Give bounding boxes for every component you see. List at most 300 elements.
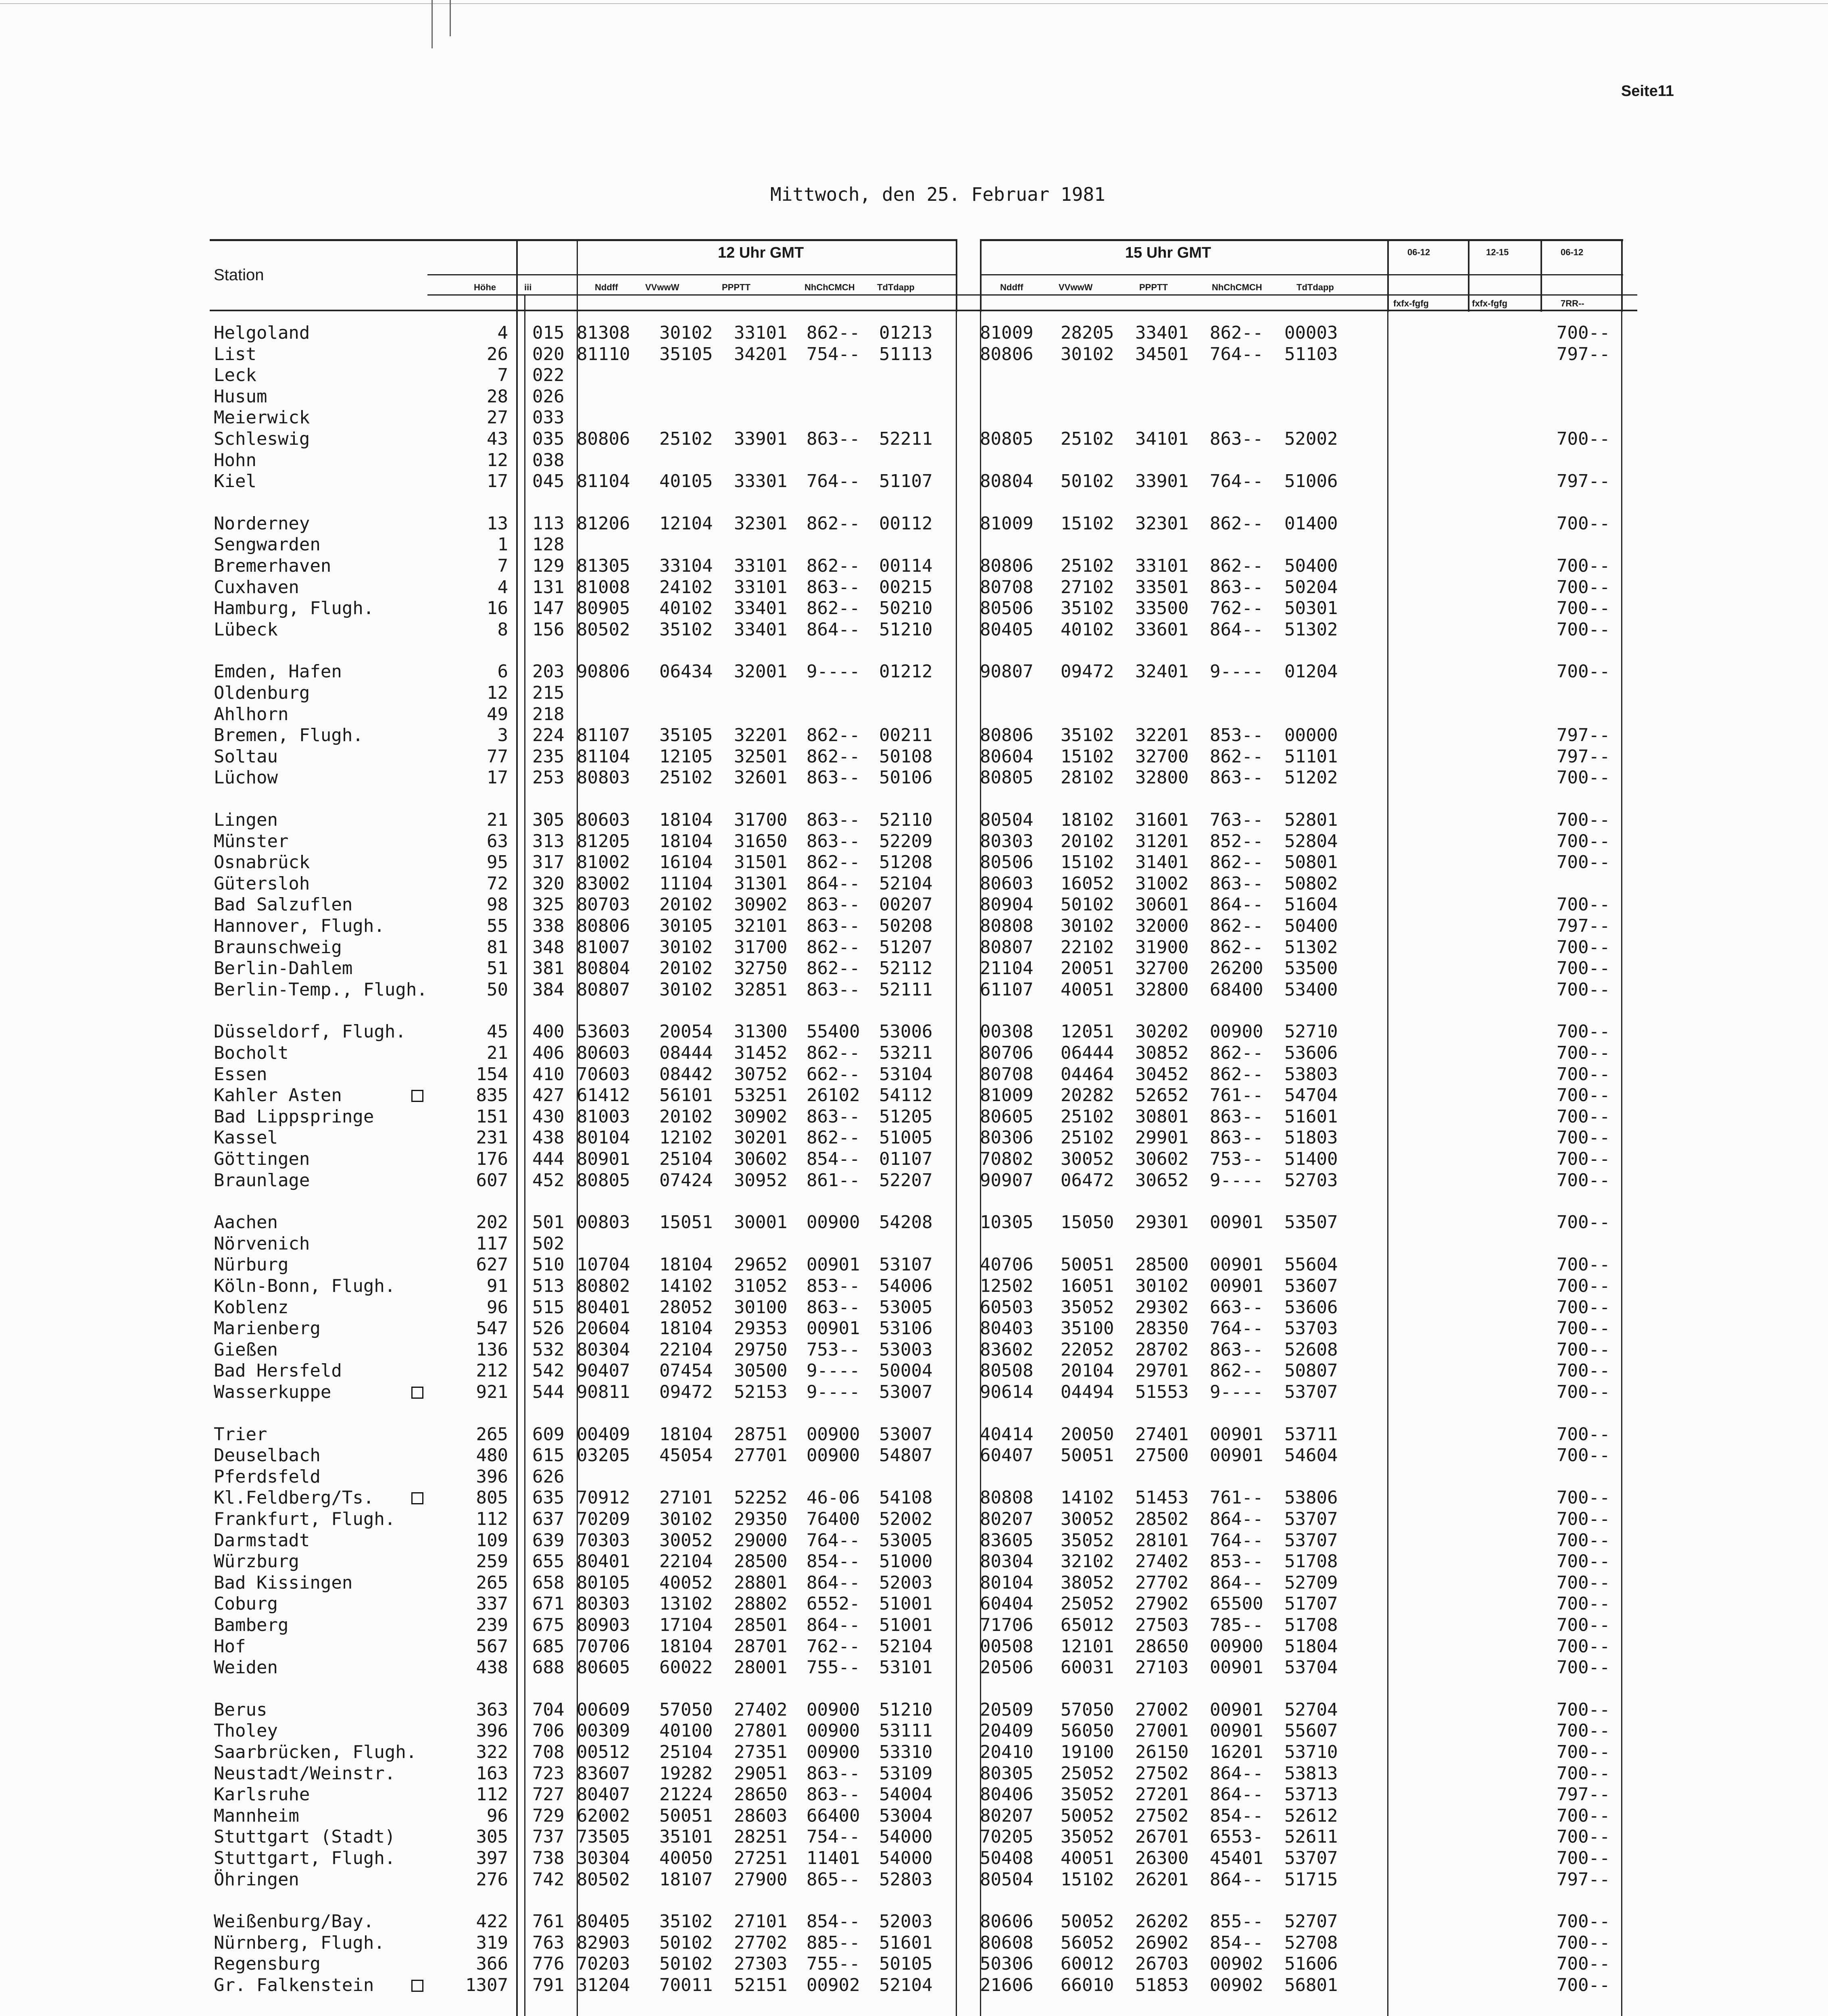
table-cell: 51001 bbox=[879, 1593, 933, 1614]
station-name: Cuxhaven bbox=[214, 577, 299, 598]
table-cell: 26300 bbox=[1135, 1848, 1189, 1868]
header-vline bbox=[1621, 239, 1623, 312]
table-cell: 20102 bbox=[659, 958, 713, 979]
table-cell: 22104 bbox=[659, 1551, 713, 1572]
table-cell: 700-- bbox=[1557, 1339, 1610, 1360]
station-name: Öhringen bbox=[214, 1869, 299, 1890]
table-cell: 862-- bbox=[807, 513, 860, 534]
table-cell: 700-- bbox=[1557, 1149, 1610, 1169]
station-name: Berlin-Dahlem bbox=[214, 958, 353, 979]
table-cell: 54604 bbox=[1284, 1445, 1338, 1466]
table-cell: 80504 bbox=[980, 810, 1034, 830]
table-cell: 52211 bbox=[879, 429, 933, 449]
table-cell: 761 bbox=[532, 1911, 565, 1932]
table-cell: 12105 bbox=[659, 746, 713, 767]
station-name: Darmstadt bbox=[214, 1530, 310, 1551]
table-cell: 51302 bbox=[1284, 619, 1338, 640]
table-cell: 700-- bbox=[1557, 1487, 1610, 1508]
table-cell: 700-- bbox=[1557, 1106, 1610, 1127]
table-cell: 18107 bbox=[659, 1869, 713, 1890]
table-cell: 33104 bbox=[659, 556, 713, 576]
table-cell: 55400 bbox=[807, 1021, 860, 1042]
table-cell: 6552- bbox=[807, 1593, 860, 1614]
table-cell: 410 bbox=[532, 1064, 565, 1085]
table-cell: 53707 bbox=[1284, 1848, 1338, 1868]
table-cell: 00901 bbox=[1210, 1699, 1263, 1720]
table-cell: 700-- bbox=[1557, 1615, 1610, 1635]
table-cell: 80805 bbox=[980, 767, 1034, 788]
table-cell: 57050 bbox=[659, 1699, 713, 1720]
station-hoehe: 112 bbox=[476, 1784, 508, 1805]
station-name: Ahlhorn bbox=[214, 704, 289, 725]
table-cell: 00508 bbox=[980, 1636, 1034, 1657]
table-cell: 27102 bbox=[1061, 577, 1114, 598]
table-cell: 203 bbox=[532, 661, 565, 682]
table-cell: 18104 bbox=[659, 831, 713, 852]
table-cell: 022 bbox=[532, 365, 565, 386]
station-hoehe: 154 bbox=[476, 1064, 508, 1085]
table-cell: 863-- bbox=[1210, 1127, 1263, 1148]
table-cell: 22104 bbox=[659, 1339, 713, 1360]
station-hoehe: 17 bbox=[487, 471, 508, 492]
table-cell: 700-- bbox=[1557, 1911, 1610, 1932]
table-cell: 80905 bbox=[577, 598, 630, 619]
table-cell: 00409 bbox=[577, 1424, 630, 1445]
table-cell: 29301 bbox=[1135, 1212, 1189, 1233]
table-cell: 80608 bbox=[980, 1932, 1034, 1953]
table-cell: 52003 bbox=[879, 1572, 933, 1593]
table-cell: 25104 bbox=[659, 1742, 713, 1762]
table-cell: 81308 bbox=[577, 323, 630, 343]
table-cell: 864-- bbox=[807, 1572, 860, 1593]
table-cell: 27502 bbox=[1135, 1763, 1189, 1784]
table-cell: 66400 bbox=[807, 1805, 860, 1826]
table-cell: 81008 bbox=[577, 577, 630, 598]
table-cell: 80802 bbox=[577, 1276, 630, 1296]
table-cell: 00003 bbox=[1284, 323, 1338, 343]
station-hoehe: 607 bbox=[476, 1170, 508, 1191]
table-cell: 53005 bbox=[879, 1530, 933, 1551]
column-header: PPPTT bbox=[722, 282, 750, 292]
table-cell: 90807 bbox=[980, 661, 1034, 682]
table-cell: 700-- bbox=[1557, 1763, 1610, 1784]
table-cell: 32750 bbox=[734, 958, 788, 979]
table-cell: 81003 bbox=[577, 1106, 630, 1127]
table-cell: 53101 bbox=[879, 1657, 933, 1678]
table-cell: 00112 bbox=[879, 513, 933, 534]
table-cell: 80403 bbox=[980, 1318, 1034, 1339]
station-name: Münster bbox=[214, 831, 289, 852]
station-hoehe: 49 bbox=[487, 704, 508, 725]
table-cell: 32102 bbox=[1061, 1551, 1114, 1572]
station-hoehe: 627 bbox=[476, 1254, 508, 1275]
table-cell: 655 bbox=[532, 1551, 565, 1572]
table-cell: 045 bbox=[532, 471, 565, 492]
table-cell: 700-- bbox=[1557, 513, 1610, 534]
table-cell: 35052 bbox=[1061, 1297, 1114, 1318]
table-cell: 40105 bbox=[659, 471, 713, 492]
table-cell: 854-- bbox=[807, 1911, 860, 1932]
table-cell: 20282 bbox=[1061, 1085, 1114, 1106]
table-cell: 52703 bbox=[1284, 1170, 1338, 1191]
table-cell: 30902 bbox=[734, 894, 788, 915]
table-cell: 11104 bbox=[659, 873, 713, 894]
table-cell: 30752 bbox=[734, 1064, 788, 1085]
table-cell: 80806 bbox=[577, 916, 630, 936]
table-cell: 80806 bbox=[980, 344, 1034, 364]
station-hoehe: 96 bbox=[487, 1297, 508, 1318]
table-cell: 60503 bbox=[980, 1297, 1034, 1318]
table-cell: 32201 bbox=[734, 725, 788, 746]
column-rule-data bbox=[1621, 310, 1622, 2016]
table-cell: 700-- bbox=[1557, 1043, 1610, 1063]
table-cell: 35052 bbox=[1061, 1826, 1114, 1847]
table-cell: 55607 bbox=[1284, 1720, 1338, 1741]
table-cell: 80605 bbox=[980, 1106, 1034, 1127]
table-cell: 700-- bbox=[1557, 429, 1610, 449]
table-cell: 61412 bbox=[577, 1085, 630, 1106]
table-cell: 35052 bbox=[1061, 1530, 1114, 1551]
table-cell: 27351 bbox=[734, 1742, 788, 1762]
table-cell: 40414 bbox=[980, 1424, 1034, 1445]
table-cell: 038 bbox=[532, 450, 565, 471]
table-cell: 852-- bbox=[1210, 831, 1263, 852]
station-name: Weiden bbox=[214, 1657, 278, 1678]
table-cell: 381 bbox=[532, 958, 565, 979]
period-header: 06-12 bbox=[1561, 247, 1584, 257]
table-cell: 700-- bbox=[1557, 894, 1610, 915]
table-cell: 862-- bbox=[807, 1043, 860, 1063]
station-name: Hannover, Flugh. bbox=[214, 916, 385, 936]
table-cell: 54108 bbox=[879, 1487, 933, 1508]
table-cell: 27801 bbox=[734, 1720, 788, 1741]
table-cell: 30052 bbox=[1061, 1149, 1114, 1169]
table-cell: 90614 bbox=[980, 1382, 1034, 1402]
station-name: Meierwick bbox=[214, 407, 310, 428]
table-cell: 81009 bbox=[980, 1085, 1034, 1106]
table-cell: 35052 bbox=[1061, 1784, 1114, 1805]
station-hoehe: 4 bbox=[497, 323, 508, 343]
table-cell: 51107 bbox=[879, 471, 933, 492]
table-cell: 33401 bbox=[734, 598, 788, 619]
table-cell: 40051 bbox=[1061, 979, 1114, 1000]
station-name: Mannheim bbox=[214, 1805, 299, 1826]
header-vline bbox=[1468, 239, 1469, 312]
table-cell: 754-- bbox=[807, 1826, 860, 1847]
station-name: Marienberg bbox=[214, 1318, 321, 1339]
table-cell: 80804 bbox=[980, 471, 1034, 492]
table-cell: 53603 bbox=[577, 1021, 630, 1042]
table-cell: 31900 bbox=[1135, 937, 1189, 958]
table-cell: 32201 bbox=[1135, 725, 1189, 746]
table-cell: 753-- bbox=[807, 1339, 860, 1360]
table-cell: 80304 bbox=[577, 1339, 630, 1360]
table-cell: 52803 bbox=[879, 1869, 933, 1890]
station-hoehe: 55 bbox=[487, 916, 508, 936]
station-hoehe: 12 bbox=[487, 683, 508, 703]
table-cell: 52611 bbox=[1284, 1826, 1338, 1847]
table-cell: 30102 bbox=[659, 323, 713, 343]
table-cell: 50208 bbox=[879, 916, 933, 936]
station-name: Tholey bbox=[214, 1720, 278, 1741]
station-hoehe: 63 bbox=[487, 831, 508, 852]
station-hoehe: 26 bbox=[487, 344, 508, 364]
table-cell: 53704 bbox=[1284, 1657, 1338, 1678]
table-cell: 80603 bbox=[577, 810, 630, 830]
table-cell: 38052 bbox=[1061, 1572, 1114, 1593]
table-cell: 27101 bbox=[659, 1487, 713, 1508]
table-cell: 60404 bbox=[980, 1593, 1034, 1614]
table-cell: 33101 bbox=[734, 323, 788, 343]
station-hoehe: 305 bbox=[476, 1826, 508, 1847]
table-cell: 53803 bbox=[1284, 1064, 1338, 1085]
table-cell: 18104 bbox=[659, 1254, 713, 1275]
table-cell: 797-- bbox=[1557, 746, 1610, 767]
table-cell: 52104 bbox=[879, 1975, 933, 1995]
station-hoehe: 112 bbox=[476, 1509, 508, 1529]
table-cell: 80807 bbox=[577, 979, 630, 1000]
table-cell: 53006 bbox=[879, 1021, 933, 1042]
station-name: Pferdsfeld bbox=[214, 1466, 321, 1487]
station-name: Helgoland bbox=[214, 323, 310, 343]
station-header: Station bbox=[214, 266, 264, 284]
table-cell: 348 bbox=[532, 937, 565, 958]
column-header: Nddff bbox=[595, 282, 618, 292]
station-name: Sengwarden bbox=[214, 534, 321, 555]
table-cell: 50210 bbox=[879, 598, 933, 619]
table-cell: 862-- bbox=[807, 937, 860, 958]
station-hoehe: 21 bbox=[487, 1043, 508, 1063]
table-cell: 52612 bbox=[1284, 1805, 1338, 1826]
table-cell: 51553 bbox=[1135, 1382, 1189, 1402]
table-cell: 51453 bbox=[1135, 1487, 1189, 1508]
table-cell: 763-- bbox=[1210, 810, 1263, 830]
table-cell: 53710 bbox=[1284, 1742, 1338, 1762]
table-cell: 32700 bbox=[1135, 746, 1189, 767]
table-cell: 53211 bbox=[879, 1043, 933, 1063]
station-hoehe: 6 bbox=[497, 661, 508, 682]
table-cell: 864-- bbox=[1210, 1572, 1263, 1593]
table-cell: 685 bbox=[532, 1636, 565, 1657]
table-cell: 35105 bbox=[659, 725, 713, 746]
station-name: Soltau bbox=[214, 746, 278, 767]
station-name: Lingen bbox=[214, 810, 278, 830]
table-cell: 15102 bbox=[1061, 852, 1114, 873]
table-cell: 70802 bbox=[980, 1149, 1034, 1169]
table-cell: 738 bbox=[532, 1848, 565, 1868]
table-cell: 90806 bbox=[577, 661, 630, 682]
table-cell: 51804 bbox=[1284, 1636, 1338, 1657]
table-cell: 20104 bbox=[1061, 1360, 1114, 1381]
table-cell: 30801 bbox=[1135, 1106, 1189, 1127]
table-cell: 20102 bbox=[659, 894, 713, 915]
table-cell: 15050 bbox=[1061, 1212, 1114, 1233]
table-cell: 502 bbox=[532, 1233, 565, 1254]
table-cell: 40102 bbox=[1061, 619, 1114, 640]
header-rule-sub bbox=[427, 294, 1637, 296]
station-hoehe: 98 bbox=[487, 894, 508, 915]
table-cell: 54000 bbox=[879, 1826, 933, 1847]
table-cell: 52801 bbox=[1284, 810, 1338, 830]
table-cell: 00901 bbox=[1210, 1424, 1263, 1445]
table-cell: 52252 bbox=[734, 1487, 788, 1508]
table-cell: 700-- bbox=[1557, 661, 1610, 682]
table-cell: 16052 bbox=[1061, 873, 1114, 894]
station-name: Bremen, Flugh. bbox=[214, 725, 363, 746]
table-cell: 83607 bbox=[577, 1763, 630, 1784]
table-cell: 27702 bbox=[1135, 1572, 1189, 1593]
table-cell: 637 bbox=[532, 1509, 565, 1529]
header-vline bbox=[577, 239, 578, 312]
table-cell: 28251 bbox=[734, 1826, 788, 1847]
table-cell: 32301 bbox=[1135, 513, 1189, 534]
table-cell: 52710 bbox=[1284, 1021, 1338, 1042]
table-cell: 53004 bbox=[879, 1805, 933, 1826]
table-cell: 51400 bbox=[1284, 1149, 1338, 1169]
table-cell: 52104 bbox=[879, 1636, 933, 1657]
station-hoehe: 480 bbox=[476, 1445, 508, 1466]
table-cell: 01400 bbox=[1284, 513, 1338, 534]
page-number: Seite11 bbox=[1621, 83, 1674, 100]
column-rule-data bbox=[1387, 310, 1388, 2016]
table-cell: 53109 bbox=[879, 1763, 933, 1784]
station-hoehe: 265 bbox=[476, 1424, 508, 1445]
table-cell: 00901 bbox=[807, 1318, 860, 1339]
table-cell: 76400 bbox=[807, 1509, 860, 1529]
table-cell: 53007 bbox=[879, 1382, 933, 1402]
table-cell: 317 bbox=[532, 852, 565, 873]
table-cell: 31301 bbox=[734, 873, 788, 894]
table-cell: 34101 bbox=[1135, 429, 1189, 449]
table-cell: 65012 bbox=[1061, 1615, 1114, 1635]
table-cell: 20506 bbox=[980, 1657, 1034, 1678]
table-cell: 07454 bbox=[659, 1360, 713, 1381]
station-hoehe: 3 bbox=[497, 725, 508, 746]
column-header: NhChCMCH bbox=[1212, 282, 1262, 292]
table-cell: 700-- bbox=[1557, 1954, 1610, 1974]
table-cell: 50807 bbox=[1284, 1360, 1338, 1381]
station-hoehe: 45 bbox=[487, 1021, 508, 1042]
table-cell: 18104 bbox=[659, 810, 713, 830]
station-name: Berus bbox=[214, 1699, 267, 1720]
station-name: Kahler Asten bbox=[214, 1085, 342, 1106]
table-cell: 29350 bbox=[734, 1509, 788, 1529]
table-cell: 32501 bbox=[734, 746, 788, 767]
header-vline bbox=[1540, 239, 1542, 312]
table-cell: 020 bbox=[532, 344, 565, 364]
table-cell: 26701 bbox=[1135, 1826, 1189, 1847]
table-cell: 18104 bbox=[659, 1318, 713, 1339]
table-cell: 700-- bbox=[1557, 1276, 1610, 1296]
table-cell: 52112 bbox=[879, 958, 933, 979]
table-cell: 35102 bbox=[659, 1911, 713, 1932]
table-cell: 700-- bbox=[1557, 1170, 1610, 1191]
table-cell: 862-- bbox=[1210, 916, 1263, 936]
table-cell: 80406 bbox=[980, 1784, 1034, 1805]
table-cell: 30500 bbox=[734, 1360, 788, 1381]
table-cell: 35105 bbox=[659, 344, 713, 364]
table-cell: 20410 bbox=[980, 1742, 1034, 1762]
table-cell: 46-06 bbox=[807, 1487, 860, 1508]
station-name: Frankfurt, Flugh. bbox=[214, 1509, 396, 1529]
table-cell: 09472 bbox=[659, 1382, 713, 1402]
table-cell: 700-- bbox=[1557, 1445, 1610, 1466]
table-cell: 50052 bbox=[1061, 1911, 1114, 1932]
table-cell: 70706 bbox=[577, 1636, 630, 1657]
table-cell: 658 bbox=[532, 1572, 565, 1593]
table-cell: 51000 bbox=[879, 1551, 933, 1572]
table-cell: 785-- bbox=[1210, 1615, 1263, 1635]
table-cell: 04494 bbox=[1061, 1382, 1114, 1402]
table-cell: 24102 bbox=[659, 577, 713, 598]
table-cell: 863-- bbox=[1210, 767, 1263, 788]
table-cell: 22102 bbox=[1061, 937, 1114, 958]
table-cell: 797-- bbox=[1557, 1869, 1610, 1890]
station-name: Würzburg bbox=[214, 1551, 299, 1572]
table-cell: 29652 bbox=[734, 1254, 788, 1275]
table-cell: 81110 bbox=[577, 344, 630, 364]
table-cell: 30052 bbox=[659, 1530, 713, 1551]
table-cell: 53707 bbox=[1284, 1530, 1338, 1551]
table-cell: 00900 bbox=[1210, 1021, 1263, 1042]
table-cell: 27101 bbox=[734, 1911, 788, 1932]
station-hoehe: 396 bbox=[476, 1466, 508, 1487]
table-cell: 50102 bbox=[1061, 894, 1114, 915]
table-cell: 864-- bbox=[807, 1615, 860, 1635]
table-cell: 700-- bbox=[1557, 619, 1610, 640]
table-cell: 30602 bbox=[734, 1149, 788, 1169]
table-cell: 700-- bbox=[1557, 1212, 1610, 1233]
group-header-15-uhr: 15 Uhr GMT bbox=[1125, 244, 1211, 261]
station-name: Essen bbox=[214, 1064, 267, 1085]
table-cell: 53003 bbox=[879, 1339, 933, 1360]
table-cell: 80806 bbox=[577, 429, 630, 449]
table-cell: 51101 bbox=[1284, 746, 1338, 767]
table-cell: 00901 bbox=[1210, 1720, 1263, 1741]
table-cell: 33101 bbox=[734, 577, 788, 598]
table-cell: 30001 bbox=[734, 1212, 788, 1233]
station-name: Weißenburg/Bay. bbox=[214, 1911, 374, 1932]
station-hoehe: 1 bbox=[497, 534, 508, 555]
column-rule-iii bbox=[524, 294, 525, 2016]
table-cell: 53711 bbox=[1284, 1424, 1338, 1445]
station-name: Koblenz bbox=[214, 1297, 289, 1318]
table-cell: 80805 bbox=[980, 429, 1034, 449]
table-cell: 51207 bbox=[879, 937, 933, 958]
table-cell: 00900 bbox=[807, 1699, 860, 1720]
station-name: Nörvenich bbox=[214, 1233, 310, 1254]
station-hoehe: 77 bbox=[487, 746, 508, 767]
table-cell: 30452 bbox=[1135, 1064, 1189, 1085]
table-cell: 51708 bbox=[1284, 1615, 1338, 1635]
table-cell: 797-- bbox=[1557, 916, 1610, 936]
column-header: TdTdapp bbox=[1296, 282, 1334, 292]
table-cell: 53107 bbox=[879, 1254, 933, 1275]
table-cell: 80808 bbox=[980, 1487, 1034, 1508]
table-cell: 15051 bbox=[659, 1212, 713, 1233]
table-cell: 863-- bbox=[807, 1763, 860, 1784]
table-cell: 27900 bbox=[734, 1869, 788, 1890]
table-cell: 33601 bbox=[1135, 619, 1189, 640]
station-name: Deuselbach bbox=[214, 1445, 321, 1466]
table-cell: 862-- bbox=[1210, 513, 1263, 534]
column-rule-hoehe bbox=[516, 239, 518, 2016]
table-cell: 27503 bbox=[1135, 1615, 1189, 1635]
table-cell: 700-- bbox=[1557, 1382, 1610, 1402]
table-cell: 862-- bbox=[1210, 746, 1263, 767]
table-cell: 31700 bbox=[734, 937, 788, 958]
table-cell: 863-- bbox=[1210, 873, 1263, 894]
